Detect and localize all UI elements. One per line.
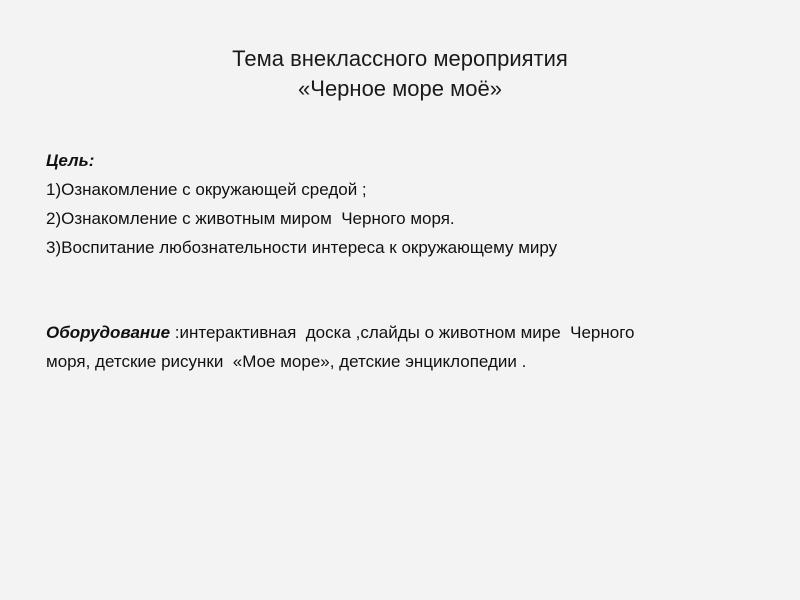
title-line-1: Тема внеклассного мероприятия <box>232 46 568 71</box>
title-line-2: «Черное море моё» <box>298 76 502 101</box>
equipment-section <box>46 318 766 376</box>
goal-heading: Цель: <box>46 151 95 170</box>
goal-item-2: 2)Ознакомление с животным миром Черного моря. <box>46 209 455 228</box>
goal-item-1: 1)Ознакомление с окружающей средой ; <box>46 180 367 199</box>
equipment-text-1: :интерактивная доска ,слайды о животном мире Черного <box>170 323 635 342</box>
slide-content <box>46 146 766 376</box>
goal-item-3: 3)Воспитание любознательности интереса к окружающему миру <box>46 238 558 257</box>
equipment-text-2: моря, детские рисунки «Мое море», детские энциклопедии . <box>46 352 527 371</box>
slide-title <box>0 44 800 104</box>
equipment-label: Оборудование <box>46 323 171 342</box>
goal-list <box>46 175 766 262</box>
equipment-line-1 <box>46 318 766 347</box>
